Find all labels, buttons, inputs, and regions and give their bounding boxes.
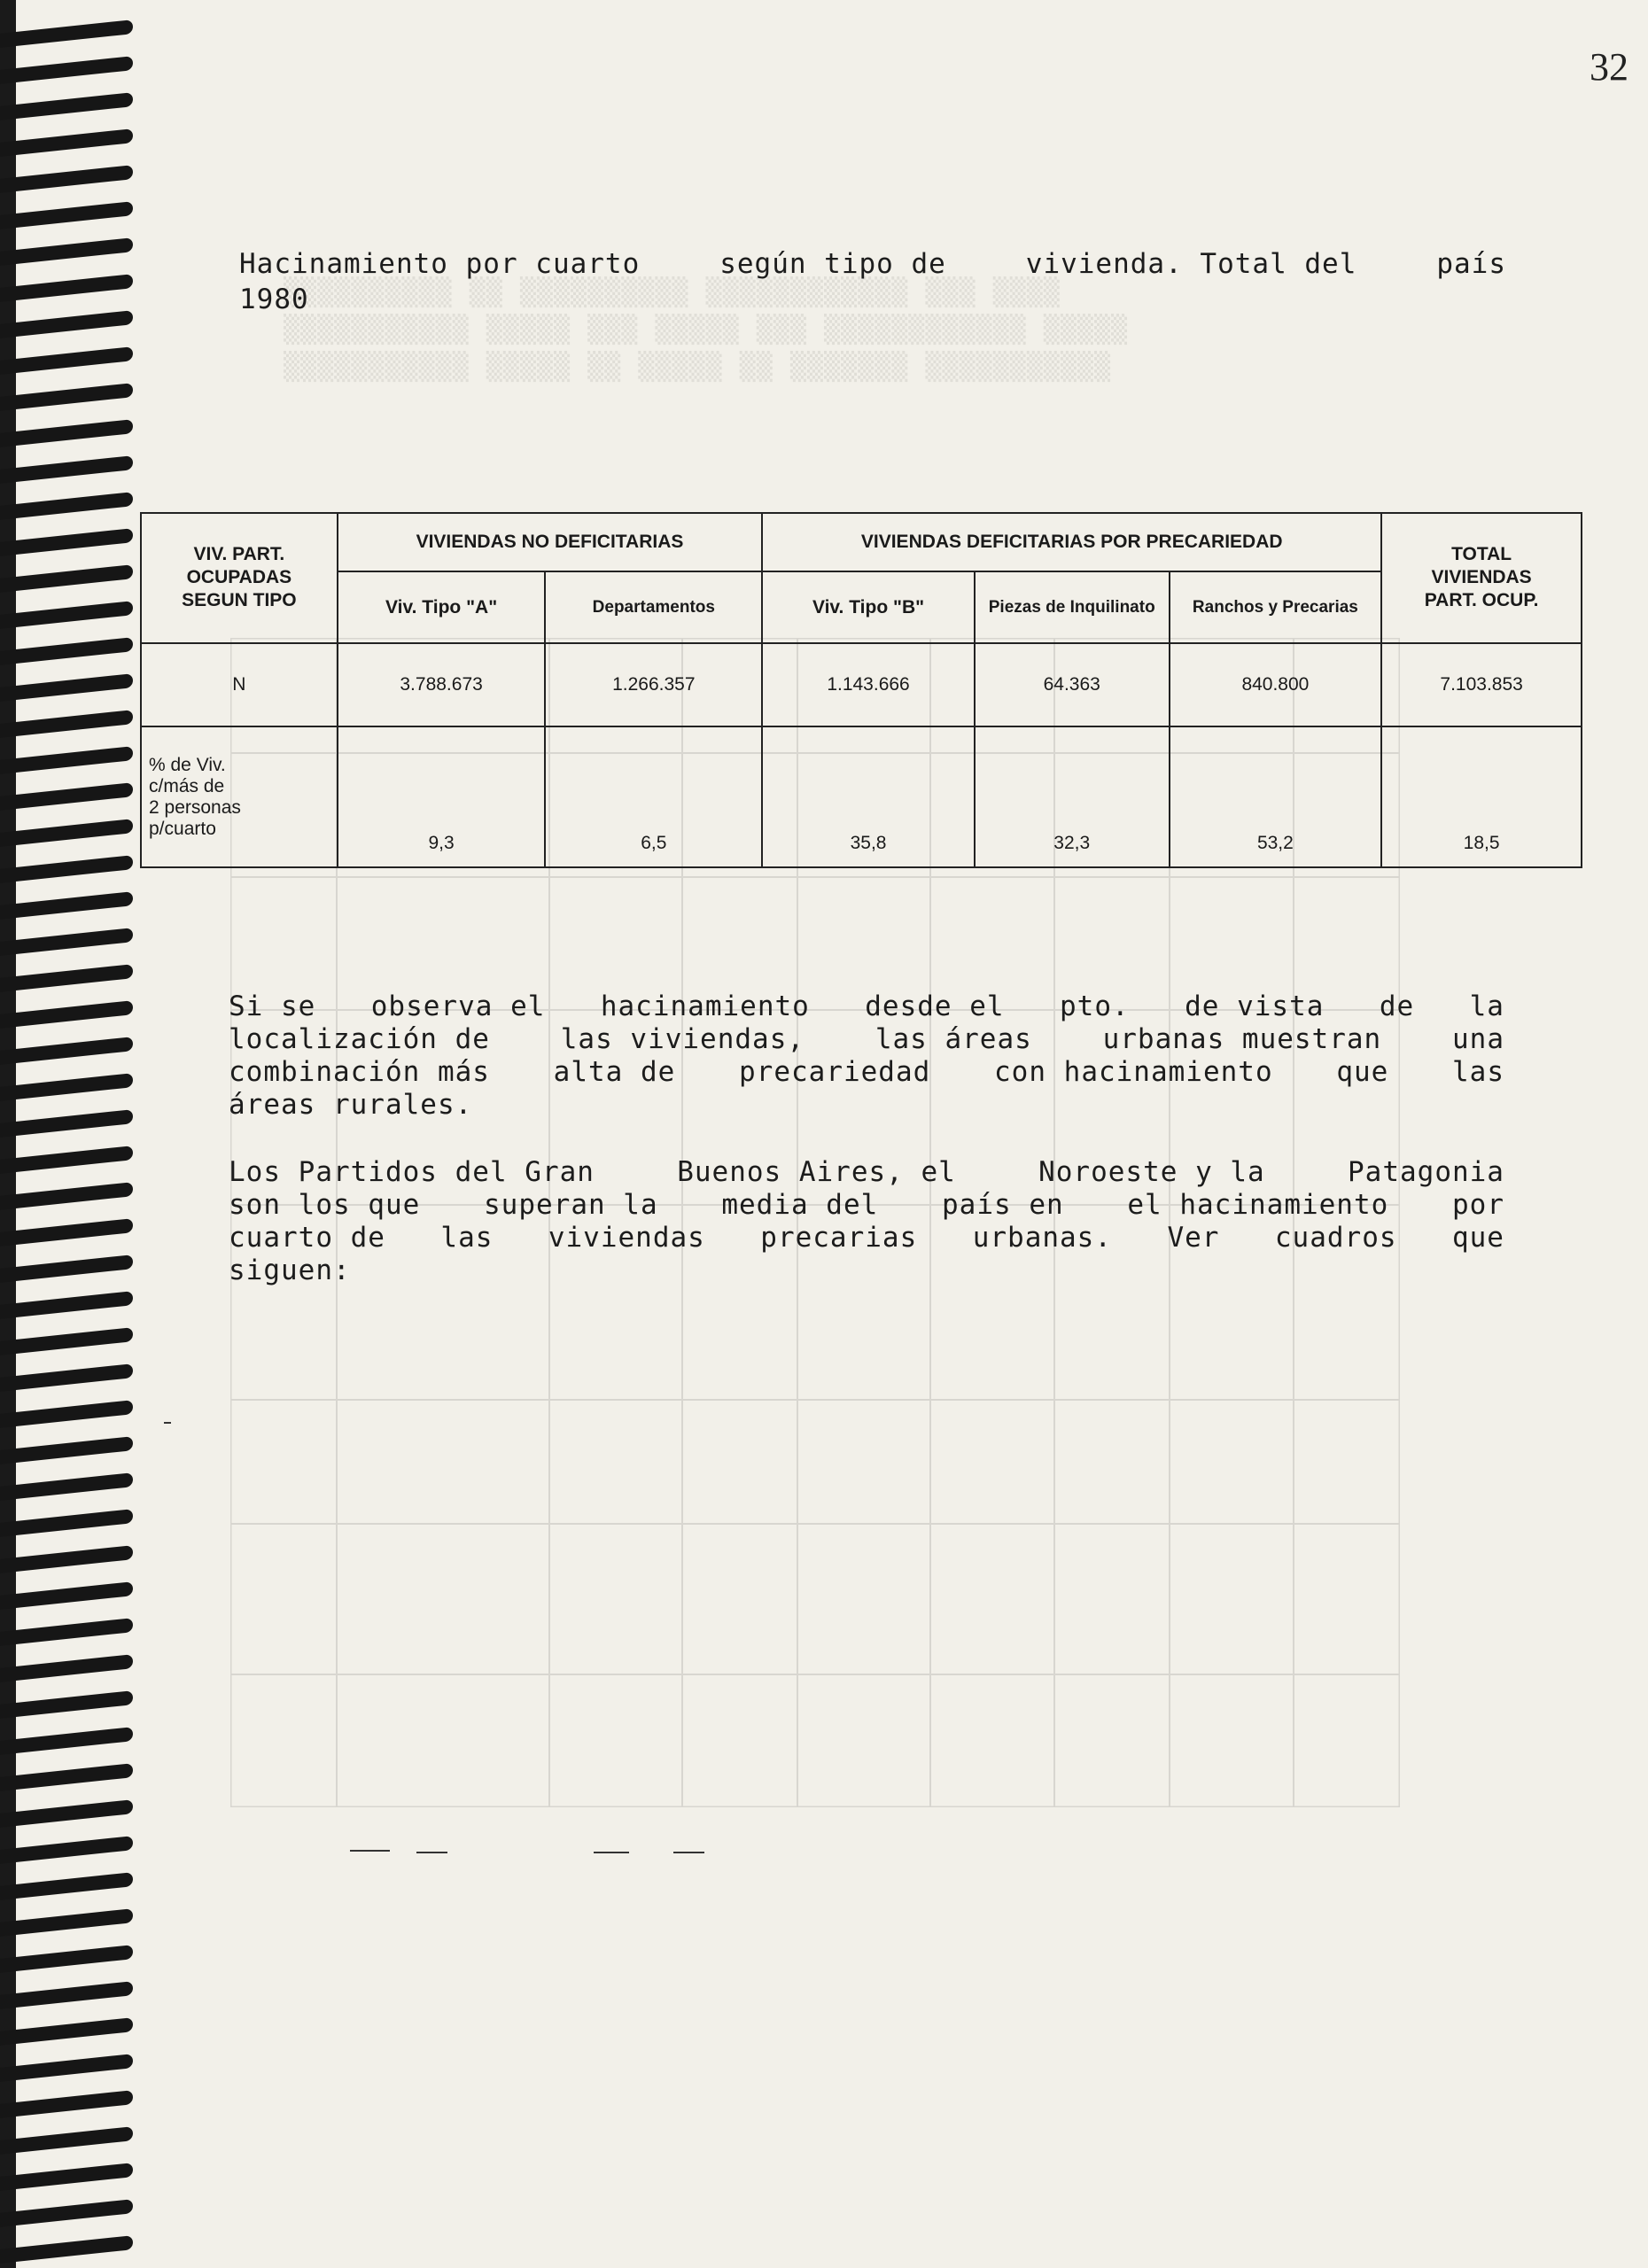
cell-value: 1.143.666 xyxy=(762,643,975,726)
label-line: p/cuarto xyxy=(149,818,216,839)
binding-coil xyxy=(0,1981,133,2009)
pencil-mark xyxy=(673,1852,704,1853)
binding-coil xyxy=(0,2235,133,2264)
table-row xyxy=(141,726,1582,867)
cell-value: 53,2 xyxy=(1170,726,1382,867)
binding-coil xyxy=(0,237,133,266)
word: Si se xyxy=(229,990,316,1022)
binding-coil xyxy=(0,1182,133,1210)
binding-coil xyxy=(0,346,133,375)
row-label xyxy=(141,726,338,867)
binding-coil xyxy=(0,673,133,702)
binding-coil xyxy=(0,56,133,84)
binding-coil xyxy=(0,1073,133,1101)
text-line xyxy=(229,1023,1504,1056)
binding-coil xyxy=(0,1945,133,1973)
word: localización de xyxy=(229,1023,490,1055)
text-line xyxy=(229,1056,1504,1089)
word: son los que xyxy=(229,1189,421,1221)
word: la xyxy=(1469,990,1504,1022)
header-line: OCUPADAS xyxy=(186,567,292,588)
title-part: vivienda. Total del xyxy=(1025,248,1357,280)
word: Ver xyxy=(1167,1222,1220,1254)
binding-coil xyxy=(0,1472,133,1501)
binding-coil xyxy=(0,492,133,520)
binding-coil xyxy=(0,1146,133,1174)
binding-coil xyxy=(0,1000,133,1029)
word: media del xyxy=(721,1189,879,1221)
column-header: Piezas de Inquilinato xyxy=(975,571,1170,642)
binding-coil xyxy=(0,1436,133,1464)
word: combinación más xyxy=(229,1056,490,1088)
binding-coil xyxy=(0,710,133,738)
table-row xyxy=(141,643,1582,726)
binding-coil xyxy=(0,1836,133,1864)
word: hacinamiento xyxy=(600,990,810,1022)
cell-value: 7.103.853 xyxy=(1381,643,1582,726)
binding-coil xyxy=(0,637,133,665)
pencil-mark xyxy=(164,1422,171,1424)
binding-coil xyxy=(0,1400,133,1428)
word: una xyxy=(1452,1023,1504,1055)
header-line: VIV. PART. xyxy=(193,544,285,565)
binding-coil xyxy=(0,128,133,157)
header-line: PART. OCUP. xyxy=(1424,590,1539,611)
cell-value: 1.266.357 xyxy=(545,643,762,726)
pencil-mark xyxy=(416,1852,447,1853)
binding-coil xyxy=(0,274,133,302)
binding-coil xyxy=(0,19,133,48)
cell-value: 32,3 xyxy=(975,726,1170,867)
header-line: SEGUN TIPO xyxy=(182,590,297,611)
binding-coil xyxy=(0,310,133,338)
binding-coil xyxy=(0,964,133,992)
text-line xyxy=(229,1189,1504,1222)
text-line xyxy=(229,990,1504,1023)
binding-coil xyxy=(0,928,133,956)
word: con hacinamiento xyxy=(994,1056,1273,1088)
cell-value: 35,8 xyxy=(762,726,975,867)
binding-coil xyxy=(0,201,133,229)
word: observa el xyxy=(370,990,546,1022)
binding-coil xyxy=(0,1618,133,1646)
title-part: según tipo de xyxy=(719,248,946,280)
word: cuadros xyxy=(1274,1222,1397,1254)
binding-coil xyxy=(0,2090,133,2118)
text-line xyxy=(229,1254,1504,1287)
binding-coil xyxy=(0,2126,133,2155)
binding-coil xyxy=(0,1872,133,1900)
text-line xyxy=(229,1222,1504,1254)
word: por xyxy=(1452,1189,1504,1221)
word: viviendas xyxy=(548,1222,705,1254)
binding-coil xyxy=(0,1799,133,1828)
label-line: 2 personas xyxy=(149,796,241,818)
binding-coil xyxy=(0,1908,133,1937)
column-header: Viv. Tipo "A" xyxy=(338,571,546,642)
cell-value: 3.788.673 xyxy=(338,643,546,726)
text-line xyxy=(229,1156,1504,1189)
paragraph-1 xyxy=(229,990,1504,1122)
binding-coil xyxy=(0,1654,133,1682)
binding-coil xyxy=(0,855,133,883)
cell-value: 18,5 xyxy=(1381,726,1582,867)
binding-coil xyxy=(0,528,133,556)
word: cuarto de xyxy=(229,1222,385,1254)
binding-coil xyxy=(0,2054,133,2082)
binding-coil xyxy=(0,455,133,484)
word: de vista xyxy=(1185,990,1325,1022)
binding-coil xyxy=(0,92,133,120)
total-header-cell xyxy=(1381,513,1582,643)
binding-coil xyxy=(0,564,133,593)
binding-coil xyxy=(0,1363,133,1392)
binding-coil xyxy=(0,746,133,774)
binding-coil xyxy=(0,419,133,447)
column-header: Viv. Tipo "B" xyxy=(762,571,975,642)
binding-coil xyxy=(0,1545,133,1573)
binding-coil xyxy=(0,2199,133,2227)
spiral-binding xyxy=(0,0,133,2268)
paragraph-2 xyxy=(229,1156,1504,1287)
title-part: país xyxy=(1436,248,1506,280)
cell-value: 840.800 xyxy=(1170,643,1382,726)
cell-value: 9,3 xyxy=(338,726,546,867)
binding-coil xyxy=(0,1109,133,1138)
pencil-mark xyxy=(350,1850,390,1852)
word: que xyxy=(1336,1056,1389,1088)
binding-coil xyxy=(0,891,133,920)
word: Patagonia xyxy=(1348,1156,1504,1188)
word: las áreas xyxy=(875,1023,1032,1055)
word: las xyxy=(440,1222,494,1254)
binding-coil xyxy=(0,1690,133,1719)
column-header: Departamentos xyxy=(545,571,762,642)
binding-coil xyxy=(0,1509,133,1537)
binding-coil xyxy=(0,1254,133,1283)
binding-coil xyxy=(0,601,133,629)
word: Los Partidos del Gran xyxy=(229,1156,595,1188)
word: que xyxy=(1451,1222,1504,1254)
binding-coil xyxy=(0,383,133,411)
word: urbanas. xyxy=(972,1222,1113,1254)
word: precariedad xyxy=(739,1056,931,1088)
header-line: TOTAL xyxy=(1451,544,1512,565)
binding-coil xyxy=(0,1291,133,1319)
word: siguen: xyxy=(229,1254,351,1286)
column-header: Ranchos y Precarias xyxy=(1170,571,1382,642)
text-line xyxy=(229,1089,1504,1122)
cell-value: 64.363 xyxy=(975,643,1170,726)
row-header-cell xyxy=(141,513,338,643)
pencil-mark xyxy=(594,1852,629,1853)
binding-coil xyxy=(0,1727,133,1755)
label-line: c/más de xyxy=(149,775,225,796)
binding-coil xyxy=(0,1581,133,1610)
word: de xyxy=(1379,990,1415,1022)
binding-coil xyxy=(0,2017,133,2046)
label-line: % de Viv. xyxy=(149,754,226,775)
word: Buenos Aires, el xyxy=(677,1156,956,1188)
cell-value: 6,5 xyxy=(545,726,762,867)
row-label: N xyxy=(141,643,338,726)
word: desde el xyxy=(865,990,1005,1022)
group-header-no-deficitarias: VIVIENDAS NO DEFICITARIAS xyxy=(338,513,762,571)
word: las xyxy=(1452,1056,1504,1088)
binding-coil xyxy=(0,2163,133,2191)
binding-coil xyxy=(0,819,133,847)
word: pto. xyxy=(1060,990,1130,1022)
table-title xyxy=(239,246,1506,317)
group-header-deficitarias: VIVIENDAS DEFICITARIAS POR PRECARIEDAD xyxy=(762,513,1381,571)
title-part: Hacinamiento por cuarto xyxy=(239,248,641,280)
word: precarias xyxy=(760,1222,918,1254)
word: áreas rurales. xyxy=(229,1089,473,1121)
word: urbanas muestran xyxy=(1102,1023,1382,1055)
binding-coil xyxy=(0,1327,133,1355)
binding-coil xyxy=(0,1763,133,1791)
binding-coil xyxy=(0,782,133,811)
word: alta de xyxy=(553,1056,676,1088)
binding-coil xyxy=(0,1037,133,1065)
header-line: VIVIENDAS xyxy=(1431,567,1532,588)
word: país en xyxy=(942,1189,1064,1221)
binding-coil xyxy=(0,1218,133,1247)
bleed-through-text: ▒▒▒▒▒▒▒▒▒▒ ▒▒ ▒▒▒▒▒▒▒▒▒▒ ▒▒▒▒▒▒▒▒▒▒▒▒ ▒▒▒ ▒▒▒▒ ▒▒▒▒▒▒▒▒▒▒▒ ▒▒▒▒▒ ▒▒▒ ▒▒▒▒▒ ▒▒▒ ▒▒▒▒▒▒▒▒▒▒▒▒ ▒▒▒▒▒ ▒▒▒▒▒▒▒▒▒▒▒ ▒▒▒▒▒ ▒▒ ▒▒▒▒▒ ▒▒ ▒▒▒▒▒▒▒ ▒▒▒▒▒▒▒▒▒▒▒ xyxy=(284,277,1129,383)
word: Noroeste y la xyxy=(1038,1156,1265,1188)
word: las viviendas, xyxy=(560,1023,805,1055)
word: el hacinamiento xyxy=(1127,1189,1389,1221)
word: superan la xyxy=(484,1189,658,1221)
binding-coil xyxy=(0,165,133,193)
title-year: 1980 xyxy=(239,284,309,315)
page-number: 32 xyxy=(1590,45,1629,89)
overcrowding-table xyxy=(140,512,1582,868)
